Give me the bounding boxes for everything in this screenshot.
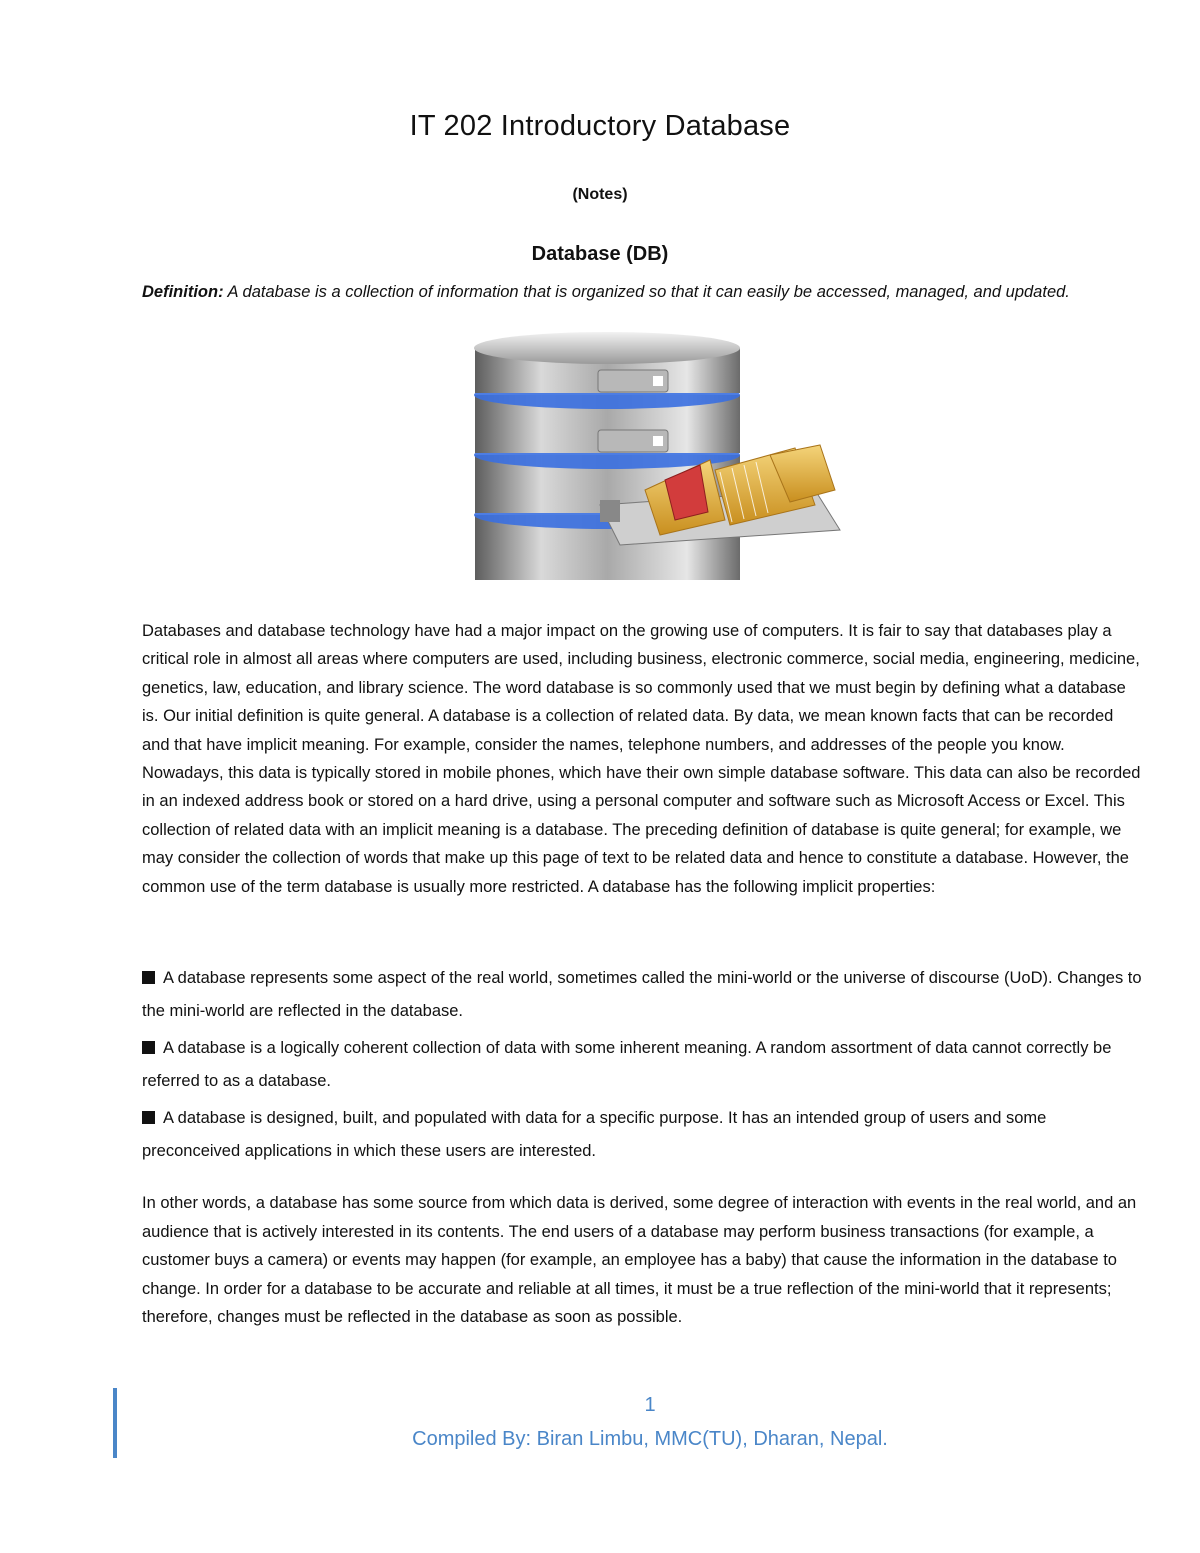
document-subtitle: (Notes) [572, 186, 628, 203]
summary-paragraph: In other words, a database has some source from which data is derived, some degree of interaction with events in the real world, and an audience that is actively interested in its contents. The end users of a database may perform business transactions (for example, a customer buys a camera) or events may happen (for example, an employee has a baby) that cause the information in the database to change. In order for a database to be accurate and reliable at all times, it must be a true reflection of the mini-world that it represents; therefore, changes must be reflected in the database as soon as possible. [142, 1194, 1137, 1327]
section-heading: Database (DB) [531, 243, 669, 265]
database-server-icon [470, 330, 850, 585]
list-item: A database represents some aspect of the real world, sometimes called the mini-world or the universe of discourse (UoD). Changes to the mini-world are reflected in the database. [142, 969, 1142, 1020]
square-bullet-icon [142, 971, 155, 984]
list-item: A database is a logically coherent collection of data with some inherent meaning. A random assortment of data cannot correctly be referred to as a database. [142, 1039, 1112, 1090]
page-number: 1 [644, 1394, 656, 1416]
document-title: IT 202 Introductory Database [409, 110, 791, 142]
intro-paragraph: Databases and database technology have had a major impact on the growing use of computers. It is fair to say that databases play a critical role in almost all areas where computers are used, including business, electronic commerce, social media, engineering, medicine, genetics, law, education, and library science. The word database is so commonly used that we must begin by defining what a database is. Our initial definition is quite general. A database is a collection of related data. By data, we mean known facts that can be recorded and that have implicit meaning. For example, consider the names, telephone numbers, and addresses of the people you know. Nowadays, this data is typically stored in mobile phones, which have their own simple database software. This data can also be recorded in an indexed address book or stored on a hard drive, using a personal computer and software such as Microsoft Access or Excel. This collection of related data with an implicit meaning is a database. The preceding definition of database is quite general; for example, we may consider the collection of words that make up this page of text to be related data and hence to constitute a database. However, the common use of the term database is usually more restricted. A database has the following implicit properties: [142, 622, 1141, 896]
compiled-by-footer: Compiled By: Biran Limbu, MMC(TU), Dharan, Nepal. [412, 1428, 888, 1450]
properties-list [142, 962, 1142, 1172]
definition-label: Definition: [142, 283, 224, 301]
square-bullet-icon [142, 1041, 155, 1054]
definition-text: A database is a collection of information that is organized so that it can easily be accessed, managed, and updated. [223, 283, 1070, 301]
list-item: A database is designed, built, and populated with data for a specific purpose. It has an intended group of users and some preconceived applications in which these users are interested. [142, 1109, 1047, 1160]
definition-paragraph [142, 278, 1132, 306]
square-bullet-icon [142, 1111, 155, 1124]
